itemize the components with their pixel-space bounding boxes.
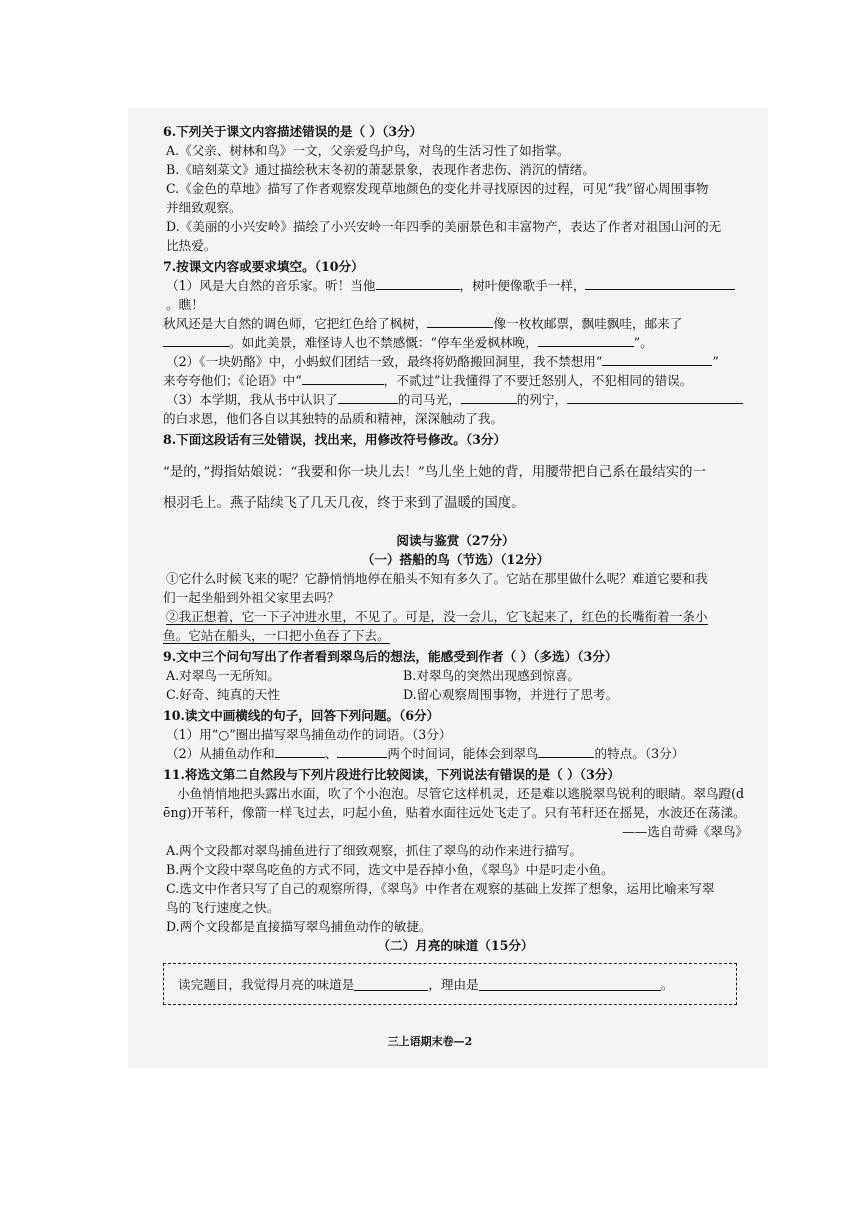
answer-blank[interactable] <box>337 745 387 758</box>
q6-option-d-line1: D.《美丽的小兴安岭》描绘了小兴安岭一年四季的美丽景色和丰富物产，表达了作者对祖国山河的无 <box>166 219 722 234</box>
answer-blank[interactable] <box>302 372 384 385</box>
q10-text: 的特点。（3分） <box>594 746 685 761</box>
q7-text: ，树叶便像歌手一样， <box>459 278 586 293</box>
passage-para2-line1 <box>163 607 748 626</box>
underlined-sentence: 鱼。它站在船头，一口把小鱼吞了下去。 <box>163 628 390 643</box>
passage-para2-line2 <box>163 626 748 645</box>
answer-blank[interactable] <box>354 978 428 991</box>
q9-options-row1 <box>163 666 748 685</box>
q11-option-b: B.两个文段中翠鸟吃鱼的方式不同，选文中是吞掉小鱼，《翠鸟》中是叼走小鱼。 <box>166 862 614 877</box>
q9-option-c: C.好奇、纯真的天性 <box>166 687 280 702</box>
q9-option-d: D.留心观察周围事物，并进行了思考。 <box>403 687 619 702</box>
q7-text: 像一枚枚邮票，飘哇飘哇，邮来了 <box>493 316 683 331</box>
answer-blank[interactable] <box>538 334 634 347</box>
q7-line-3 <box>163 333 748 352</box>
q9-stem: 9.文中三个问句写出了作者看到翠鸟后的想法，能感受到作者（ ）（多选）（3分） <box>163 649 618 664</box>
q8-passage-line2: 根羽毛上。燕子陆续飞了几天几夜，终于来到了温暖的国度。 <box>163 496 525 511</box>
q10-stem: 10.读文中画横线的句子，回答下列问题。（6分） <box>163 708 440 723</box>
moon-taste-answer-box <box>163 963 737 1005</box>
q7-text: ，不贰过”让我懂得了不要迁怒别人，不犯相同的错误。 <box>383 373 693 388</box>
question-6 <box>163 122 748 255</box>
q7-text: ” <box>712 354 719 369</box>
q8-stem: 8.下面这段话有三处错误，找出来，用修改符号修改。（3分） <box>163 432 507 447</box>
q7-text: 来夸夸他们；《论语》中“ <box>163 373 302 388</box>
answer-blank[interactable] <box>602 353 712 366</box>
q6-option-c-line2: 并细致观察。 <box>166 200 242 215</box>
reading-passage <box>163 569 748 645</box>
q8-passage-line1: “是的，”拇指姑娘说：“我要和你一块儿去！”鸟儿坐上她的背，用腰带把自己系在最结实的一 <box>163 465 706 480</box>
q10-sub1: （1）用“○”圈出描写翠鸟捕鱼动作的词语。（3分） <box>166 727 452 742</box>
answer-blank[interactable] <box>275 745 325 758</box>
q7-line-5 <box>163 371 748 390</box>
underlined-sentence: ②我正想着，它一下子冲进水里，不见了。可是，没一会儿，它飞起来了，红色的长嘴衔着一条小 <box>166 609 708 624</box>
answer-blank[interactable] <box>427 315 493 328</box>
reading-part1-title: （一）搭船的鸟（节选）（12分） <box>361 552 550 567</box>
q7-line-1 <box>163 276 748 314</box>
q11-option-d: D.两个文段都是直接描写翠鸟捕鱼动作的敏捷。 <box>166 919 432 934</box>
q11-option-a: A.两个文段都对翠鸟捕鱼进行了细致观察，抓住了翠鸟的动作来进行描写。 <box>166 843 583 858</box>
q11-option-c-line2: 鸟的飞行速度之快。 <box>166 900 280 915</box>
answer-blank[interactable] <box>567 391 743 404</box>
q7-stem: 7.按课文内容或要求填空。（10分） <box>163 259 364 274</box>
box-text: 。 <box>660 976 674 992</box>
q8-passage[interactable] <box>163 463 748 513</box>
q7-text: 。瞧！ <box>166 297 204 312</box>
q11-excerpt-line1: 小鱼悄悄地把头露出水面，吹了个小泡泡。尽管它这样机灵，还是难以逃脱翠鸟锐利的眼睛。翠鸟蹬(d <box>177 786 745 801</box>
exam-page <box>163 120 748 1005</box>
q6-option-c-line1: C.《金色的草地》描写了作者观察发现草地颜色的变化并寻找原因的过程，可见“我”留心周围事物 <box>166 181 709 196</box>
q10-sub2 <box>163 744 748 763</box>
box-text: 读完题目，我觉得月亮的味道是 <box>178 976 355 992</box>
answer-blank[interactable] <box>585 277 735 290</box>
q7-text: （3）本学期，我从书中认识了 <box>166 392 338 407</box>
q9-options-row2 <box>163 685 748 704</box>
question-11 <box>163 765 748 936</box>
page-footer: 三上语期末卷—2 <box>387 1035 473 1048</box>
answer-blank[interactable] <box>376 277 460 290</box>
q10-text: （2）从捕鱼动作和 <box>166 746 275 761</box>
question-9 <box>163 647 748 704</box>
q7-text: 。如此美景，难怪诗人也不禁感慨：“停车坐爱枫林晚， <box>229 335 538 350</box>
question-8 <box>163 430 748 513</box>
q6-option-a: A.《父亲、树林和鸟》一文，父亲爱鸟护鸟，对鸟的生活习性了如指掌。 <box>166 143 570 158</box>
answer-blank[interactable] <box>338 391 398 404</box>
q7-text: 的列宁， <box>516 392 568 407</box>
q11-stem: 11.将选文第二自然段与下列片段进行比较阅读，下列说法有错误的是（ ）（3分） <box>163 767 620 782</box>
q11-excerpt-line2: ēng)开苇秆，像箭一样飞过去，叼起小鱼，贴着水面往远处飞走了。只有苇秆还在摇晃，水波还在荡漾。 <box>163 805 746 820</box>
question-10 <box>163 706 748 763</box>
q9-option-b: B.对翠鸟的突然出现感到惊喜。 <box>403 668 580 683</box>
q7-text: （2）《一块奶酪》中，小蚂蚁们团结一致，最终将奶酪搬回洞里，我不禁想用“ <box>166 354 603 369</box>
answer-blank[interactable] <box>163 334 229 347</box>
answer-blank[interactable] <box>538 745 594 758</box>
q7-text: 的司马光， <box>397 392 461 407</box>
answer-blank[interactable] <box>461 391 517 404</box>
passage-para1-line1: ①它什么时候飞来的呢？它静悄悄地停在船头不知有多久了。它站在那里做什么呢？难道它要和我 <box>166 571 708 586</box>
q7-text: ”。 <box>633 335 653 350</box>
passage-para1-line2: 们一起坐船到外祖父家里去吗？ <box>163 590 340 605</box>
q7-text: （1）风是大自然的音乐家。听！当他 <box>166 278 376 293</box>
q9-option-a: A.对翠鸟一无所知。 <box>166 668 280 683</box>
q6-option-d-line2: 比热爱。 <box>166 238 217 253</box>
q10-text: 、 <box>324 746 338 761</box>
q7-line-7: 的白求恩，他们各自以其独特的品质和精神，深深触动了我。 <box>163 411 504 426</box>
q6-stem: 6.下列关于课文内容描述错误的是（ ）（3分） <box>163 124 423 139</box>
q11-excerpt-source: ——选自苛舜《翠鸟》 <box>622 824 748 839</box>
q7-line-2 <box>163 314 748 333</box>
question-7 <box>163 257 748 428</box>
q7-line-4 <box>163 352 748 371</box>
q6-option-b: B.《暗刻菜文》通过描绘秋末冬初的萧瑟景象，表现作者悲伤、消沉的情绪。 <box>166 162 595 177</box>
q7-line-6 <box>163 390 748 409</box>
reading-section-title: 阅读与鉴赏（27分） <box>396 533 515 548</box>
box-text: ，理由是 <box>428 976 479 992</box>
q7-text: 秋风还是大自然的调色师，它把红色给了枫树， <box>163 316 428 331</box>
answer-blank[interactable] <box>479 978 661 991</box>
q11-option-c-line1: C.选文中作者只写了自己的观察所得，《翠鸟》中作者在观察的基础上发挥了想象，运用比喻来写翠 <box>166 881 715 896</box>
q10-text: 两个时间词，能体会到翠鸟 <box>387 746 539 761</box>
reading-part2-title: （二）月亮的味道（15分） <box>377 938 534 953</box>
